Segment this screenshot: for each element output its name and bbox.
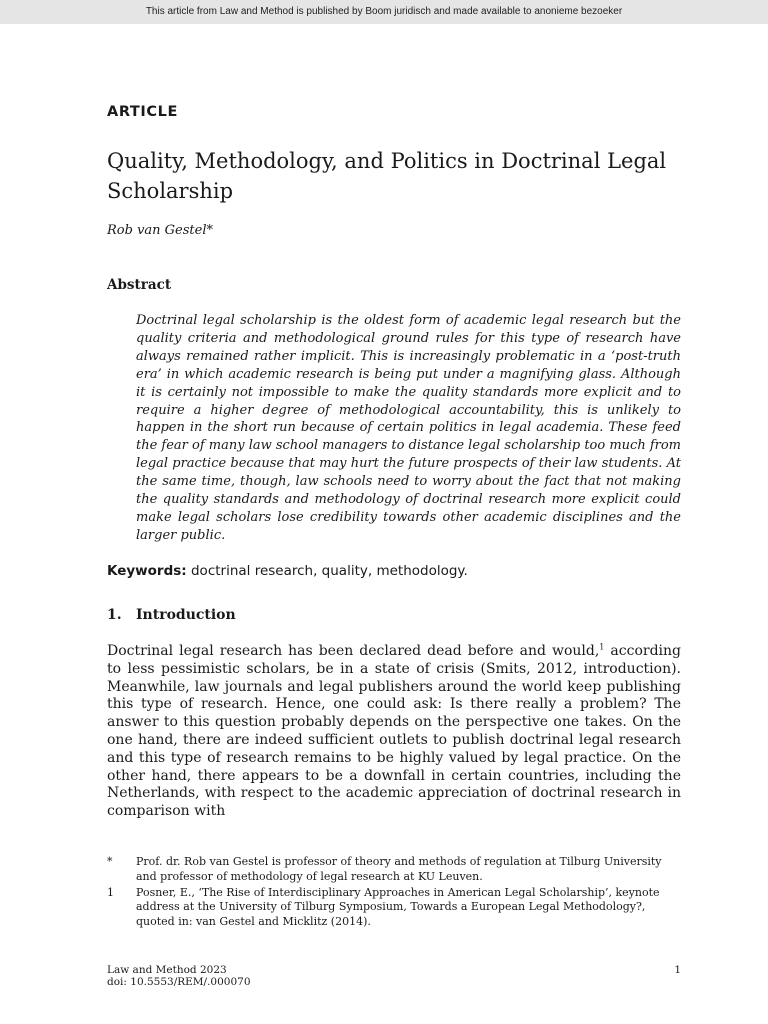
- footnotes: [107, 855, 682, 931]
- keywords-text: doctrinal research, quality, methodology.: [190, 563, 468, 579]
- introduction-paragraph: [107, 643, 681, 821]
- footnote-marker: *: [107, 855, 113, 868]
- article-title: Quality, Methodology, and Politics in Doctrinal Legal Scholarship: [107, 149, 667, 203]
- abstract-heading: Abstract: [107, 277, 172, 293]
- footnote-text: Prof. dr. Rob van Gestel is professor of theory and methods of regulation at Tilburg University and professor of methodology of legal research at KU Leuven.: [136, 855, 662, 883]
- footnote-text: Posner, E., ‘The Rise of Interdisciplinary Approaches in American Legal Scholarship’, keynote address at the University of Tilburg Symposium, Towards a European Legal Methodology?, quoted in: van Gestel and Micklitz (2014).: [136, 885, 660, 929]
- page-number: 1: [674, 964, 681, 976]
- section-number: 1.: [107, 607, 122, 623]
- paragraph-text-start: Doctrinal legal research has been declared dead before and would,: [107, 643, 600, 659]
- keywords-label: Keywords:: [107, 563, 187, 579]
- footnote-item: [107, 886, 682, 930]
- doi: doi: 10.5553/REM/.000070: [107, 976, 251, 988]
- keywords: [107, 563, 682, 579]
- section-heading-introduction: [107, 607, 236, 623]
- footnote-marker: 1: [107, 885, 114, 899]
- section-label: ARTICLE: [107, 104, 179, 120]
- abstract-text: Doctrinal legal scholarship is the oldest form of academic legal research but the quality criteria and methodological ground rules for this type of research have always remained rather implicit. This is increasingly problematic in a ‘post-truth era’ in which academic research is being put under a magnifying glass. Although it is certainly not impossible to make the quality standards more explicit and to require a higher degree of methodological accountability, this is unlikely to happen in the short run because of certain politics in legal academia. These feed the fear of many law school managers to distance legal scholarship too much from legal practice because that may hurt the future prospects of their law students. At the same time, though, law schools need to worry about the fact that not making the quality standards and methodology of doctrinal research more explicit could make legal scholars lose credibility towards other academic disciplines and the larger public.: [136, 313, 681, 543]
- footnote-reference[interactable]: 1: [599, 642, 605, 652]
- page-footer: [107, 964, 681, 988]
- footnote-item: [107, 855, 682, 885]
- access-banner: This article from Law and Method is published by Boom juridisch and made available to anonieme bezoeker: [0, 0, 768, 24]
- journal-citation: Law and Method 2023: [107, 964, 227, 976]
- author-name: Rob van Gestel*: [107, 223, 213, 238]
- section-heading-text: Introduction: [136, 607, 236, 623]
- paragraph-text-continued: according to less pessimistic scholars, be in a state of crisis (Smits, 2012, introduction). Meanwhile, law journals and legal publishers around the world keep publishing this type of research. Hence, one could ask: Is there really a problem? The answer to this question probably depends on the perspective one takes. On the one hand, there are indeed sufficient outlets to publish doctrinal legal research and this type of research remains to be highly valued by legal practice. On the other hand, there appears to be a downfall in certain countries, including the Netherlands, with respect to the academic appreciation of doctrinal research in comparison with: [107, 643, 681, 820]
